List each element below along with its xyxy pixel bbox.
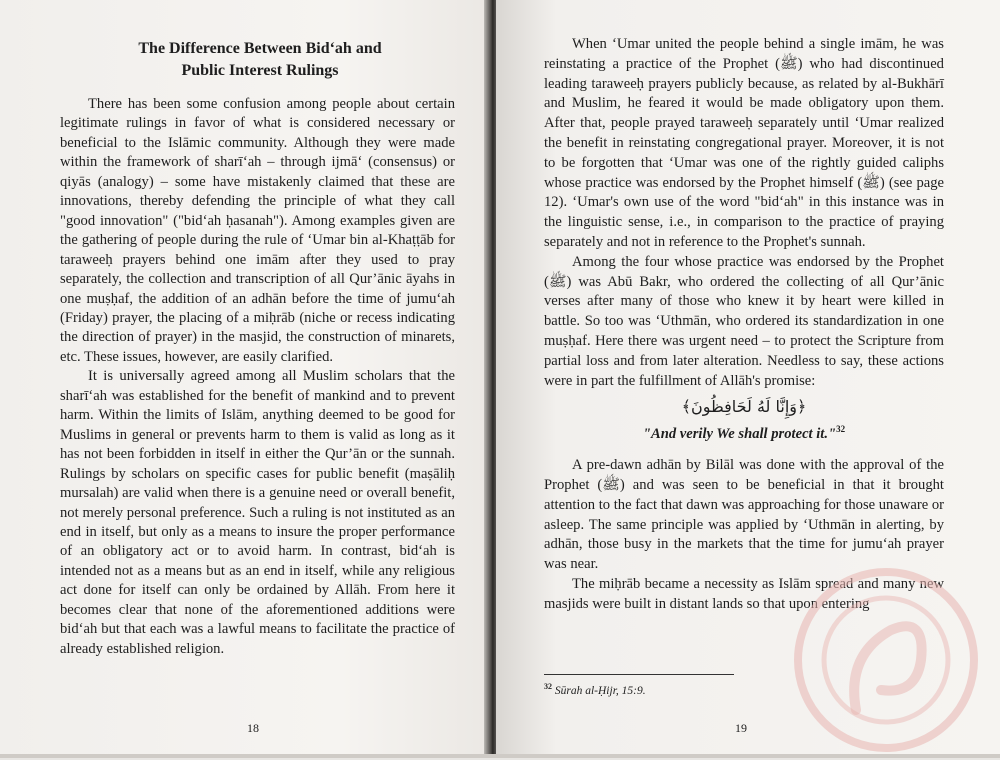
page-number-right: 19 [735, 721, 747, 735]
chapter-title-line-1: The Difference Between Bid‘ah and [138, 40, 382, 57]
footnote-number: 32 [544, 682, 552, 691]
footnote-divider [544, 674, 734, 675]
left-page-body [60, 95, 455, 659]
right-paragraph-2: Among the four whose practice was endorsed by the Prophet (ﷺ) was Abū Bakr, who ordered the collecting of all Qur’ānic verses after many of those who knew it by heart were killed in battle. So too was ‘Uthmān, who ordered its standardization in one muṣḥaf. Here there was urgent need – to protect the Scripture from partial loss and from later alteration. Needless to say, these actions were in part the fulfillment of Allāh's promise: [544, 253, 944, 389]
quran-verse-translation [544, 419, 944, 444]
page-number-left: 18 [247, 721, 259, 735]
page-bottom-edge [0, 754, 1000, 758]
left-page [0, 0, 488, 758]
verse-footnote-ref: 32 [836, 424, 846, 435]
right-paragraph-1: When ‘Umar united the people behind a single imām, he was reinstating a practice of the Prophet (ﷺ) who had discontinued leading taraweeḥ prayers publicly because, as related by al-Bukhārī and Muslim, he feared it would be made obligatory upon them. After that, people prayed taraweeḥ separately until ‘Umar realized the benefit in reinstating congregational prayer. Moreover, it is not to be forgotten that ‘Umar was one of the rightly guided caliphs whose practice was endorsed by the Prophet himself (ﷺ) (see page 12). ‘Umar's own use of the word "bid‘ah" in this instance was in the linguistic sense, i.e., in comparison to the practice of praying separately and not in reference to the Prophet's sunnah. [544, 36, 944, 250]
right-page-body [544, 35, 944, 615]
chapter-title-line-2: Public Interest Rulings [181, 62, 339, 79]
verse-translation-text: "And verily We shall protect it." [642, 426, 837, 443]
quran-verse-arabic: ﴿وَإِنَّا لَهُ لَحَافِظُونَ﴾ [681, 397, 807, 417]
footnote [544, 682, 646, 697]
right-paragraph-3: A pre-dawn adhān by Bilāl was done with the approval of the Prophet (ﷺ) and was seen to be beneficial in that it brought attention to the fact that dawn was approaching for those unaware or asleep. The same principle was applied by ‘Uthmān in alerting, by adhān, those busy in the markets that the time for jumu‘ah prayer was near. [544, 457, 944, 573]
watermark-logo-icon [786, 560, 986, 760]
chapter-title [60, 38, 460, 82]
footnote-text: Sūrah al-Ḥijr, 15:9. [554, 684, 646, 697]
left-paragraph-1: There has been some confusion among people about certain legitimate rulings in favor of what is considered necessary or beneficial to the Islāmic community. Although they were made within the framework of sharī‘ah – through ijmā‘ (consensus) or qiyās (analogy) – some have mistakenly claimed that these are innovations, thereby defending the principle of what they call "good innovation" ("bid‘ah ḥasanah"). Among examples given are the gathering of people during the rule of ‘Umar bin al-Khaṭṭāb for taraweeḥ prayers behind one imām after they used to pray separately, the collection and transcription of all Qur’ānic āyahs in one muṣḥaf, the addition of an adhān before the time of jumu‘ah (Friday) prayer, the placing of a miḥrāb (niche or recess indicating the direction of prayer) in the masjid, the construction of minarets, etc. These issues, however, are easily clarified. [60, 96, 455, 365]
right-paragraph-4: The miḥrāb became a necessity as Islām spread and many new masjids were built in distant lands so that upon entering [544, 575, 944, 612]
left-paragraph-2: It is universally agreed among all Muslim scholars that the sharī‘ah was established for the benefit of mankind and to prevent harm. Within the limits of Islām, anything deemed to be good for Muslims in general or prevents harm to them is valid as long as it has not been forbidden in itself in either the Qur’ān or the sunnah. Rulings by scholars on specific cases for public benefit (maṣāliḥ mursalah) are valid when there is a genuine need or overall benefit, not merely personal preference. Such a ruling is not instituted as an end in itself, but only as a means to insure the proper performance of an obligatory act or to avoid harm. In contrast, bid‘ah is intended not as a means but as an end in itself, while any religious act done for itself can only be ordained by Allāh. From here it becomes clear that none of the aforementioned additions were bid‘ah but that each was a lawful means to facilitate the practice of already established religion. [60, 368, 455, 657]
right-page [496, 0, 1000, 758]
